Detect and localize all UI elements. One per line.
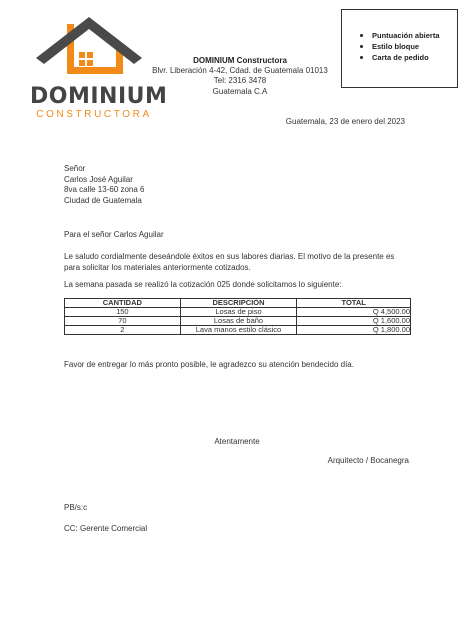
features-box — [341, 9, 458, 88]
carbon-copy: CC: Gerente Comercial — [64, 524, 148, 533]
header-description: DESCRIPCIÓN — [180, 299, 297, 308]
recipient-street: 8va calle 13-60 zona 6 — [64, 185, 145, 194]
company-info — [140, 56, 340, 97]
header-quantity: CANTIDAD — [65, 299, 181, 308]
initials: PB/s:c — [64, 503, 88, 512]
quotation-note: La semana pasada se realizó la cotización 025 donde solicitamos lo siguiente: — [64, 280, 342, 289]
brand-tagline: CONSTRUCTORA — [36, 109, 152, 120]
cell-total: Q 4,500.00 — [297, 308, 411, 317]
feature-item: Puntuación abierta — [360, 30, 440, 41]
cell-description: Lava manos estilo clásico — [180, 326, 297, 335]
cell-total: Q 1,800.00 — [297, 326, 411, 335]
table-row — [65, 326, 411, 335]
company-phone: Tel: 2316 3478 — [213, 76, 267, 86]
closing: Atentamente — [214, 437, 260, 446]
materials-table — [64, 298, 411, 335]
feature-item: Estilo bloque — [360, 41, 440, 52]
cell-description: Losas de piso — [180, 308, 297, 317]
recipient-city: Ciudad de Guatemala — [64, 195, 142, 205]
request-paragraph: Favor de entregar lo más pronto posible, le agradezco su atención bendecido día. — [64, 360, 354, 369]
greeting: Para el señor Carlos Aguilar — [64, 230, 164, 239]
signature: Arquitecto / Bocanegra — [327, 456, 409, 465]
brand-name: DOMINIUM — [30, 84, 168, 109]
company-name: DOMINIUM Constructora — [193, 56, 287, 65]
cell-total: Q 1,600.00 — [297, 317, 411, 326]
header-total: TOTAL — [297, 299, 411, 308]
company-logo — [30, 14, 168, 120]
feature-item: Carta de pedido — [360, 52, 440, 63]
house-roof-icon — [34, 14, 144, 84]
letter-date: Guatemala, 23 de enero del 2023 — [285, 117, 405, 126]
body-paragraph: Le saludo cordialmente deseándole éxitos en sus labores diarias. El motivo de la presente es para solicitar los materiales anteriormente cotizados. — [64, 252, 395, 272]
cell-description: Losas de baño — [180, 317, 297, 326]
cell-quantity: 150 — [65, 308, 181, 317]
recipient-block — [64, 164, 145, 206]
company-address: Blvr. Liberación 4-42, Cdad. de Guatemala 01013 — [152, 66, 328, 76]
recipient-salutation: Señor — [64, 164, 86, 173]
cell-quantity: 2 — [65, 326, 181, 335]
features-list — [360, 30, 440, 63]
company-location: Guatemala C.A — [212, 86, 268, 96]
recipient-name: Carlos José Aguilar — [64, 174, 133, 184]
cell-quantity: 70 — [65, 317, 181, 326]
